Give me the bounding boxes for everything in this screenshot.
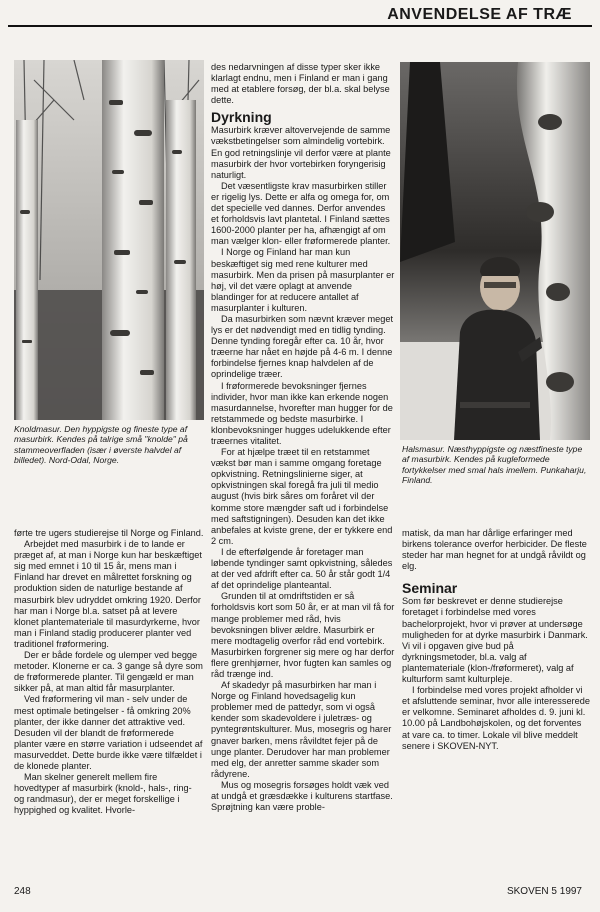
section-heading-dyrkning: Dyrkning xyxy=(211,109,272,126)
paragraph: I frøformerede bevoksninger fjernes individer, hvor man ikke kan erkende nogen masurdannelse, hvorefter man hugger for de retstammede og bedste masurbirke. I klonbevoksninger hugges udelukkende efter træernes vitalitet. xyxy=(211,380,393,446)
section-title: ANVENDELSE AF TRÆ xyxy=(387,6,572,23)
paragraph: Mus og mosegris forsøges holdt væk ved at undgå et græsdække i kulturens startfase. Sprøjtning kan være proble- xyxy=(211,779,393,813)
left-column xyxy=(14,528,204,816)
paragraph: I forbindelse med vores projekt afholder vi et afsluttende seminar, hvor alle interesserede er velkomne. Seminaret afholdes d. 9. juni kl. 10.00 på Landbohøjskolen, og det forventes at vare ca. to timer. Lokale vil blive meddelt senere i SKOVEN-NYT. xyxy=(402,685,590,751)
paragraph: Masurbirk kræver altovervejende de samme vækstbetingelser som almindelig vortebirk. En god retningslinje vil derfor være at plante masurbirk der hvor vortebirken foryngerisig naturligt. xyxy=(211,125,391,180)
middle-column xyxy=(211,62,395,813)
section-heading-seminar: Seminar xyxy=(402,580,458,597)
paragraph: Da masurbirken som nævnt kræver meget lys er det nødvendigt med en tidlig tynding. Denne tynding foregår efter ca. 10 år, hvor træerne har nået en højde på 4-6 m. I denne forbindelse fjernes knap halvdelen af de oprindelige træer. xyxy=(211,313,394,380)
paragraph: I de efterfølgende år foretager man løbende tyndinger samt opkvistning, således at der ved afdrift efter ca. 50 år står godt 1/4 af det oprindelige planteantal. xyxy=(211,546,393,591)
paragraph: Det væsentligste krav masurbirken stiller er rigelig lys. Dette er alfa og omega for, om det specielle ved dannes. Derfor anvendes et forholdsvis lavt plantetal. I Finland sættes 1600-2000 planter per ha, afhængigt af om man vælger klon- eller frøformerede planter. xyxy=(211,180,391,247)
paragraph: Ved frøformering vil man - selv under de mest optimale betingelser - få omkring 20% planter, der ikke danner det attraktive ved. Desuden vil der blandt de frøformerede planter være en større variation i udseendet af masurveddet. Dette burde ikke være tilfældet i de klonede planter. xyxy=(14,694,203,771)
paragraph: førte tre ugers studierejse til Norge og Finland. xyxy=(14,528,204,538)
paragraph: Der er både fordele og ulemper ved begge metoder. Klonerne er ca. 3 gange så dyre som de frøformerede planter. Til gengæld er man sikker på, at man altid får masurplanter. xyxy=(14,650,203,694)
knoldmasur-caption: Knoldmasur. Den hyppigste og fineste type af masurbirk. Kendes på talrige små "knolde" på stammeoverfladen (især i øverste halvdel af billedet). Nord-Odal, Norge. xyxy=(14,424,188,466)
paragraph: For at hjælpe træet til en retstammet vækst bør man i samme omgang foretage opkvistning. Retningslinierne siger, at opkvistningen skal foregå fra juli til medio august (hvis birk såres om foråret vil der komme store mængder saft ud i forbindelse med saftstigningen). Desuden kan det ikke anbefales at kviste grene, der er tykkere end 2 cm. xyxy=(211,447,393,546)
halsmasur-photo xyxy=(400,62,590,440)
page-number: 248 xyxy=(14,886,31,897)
paragraph: Grunden til at omdriftstiden er så forholdsvis kort som 50 år, er at man vil få for mange problemer med råd, hvis bevoksningen bliver ældre. Masurbirk er mere modtagelig overfor råd end vortebirk. Masurbirken forgrener sig mere og har derfor flere grenhjørner, hvor fugten kan samles og råd trænge ind. xyxy=(211,591,395,679)
halsmasur-caption: Halsmasur. Næsthyppigste og næstfineste type af masurbirk. Kendes på kugleformede fortykkelser med smal hals imellem. Punkaharju, Finland. xyxy=(402,444,587,486)
paragraph: Som før beskrevet er denne studierejse foretaget i forbindelse med vores bachelorprojekt, hvor vi prøver at undersøge muligheden for at dyrke masurbirk i Danmark. Vi vil i opgaven give bud på dyrkningsmetoder, bl.a. valg af plantemateriale (klon-/frøformeret), valg af kulturform samt kulturpleje. xyxy=(402,596,588,685)
paragraph: Arbejdet med masurbirk i de to lande er præget af, at man i Norge kun har beskæftiget sig med emnet i 10 til 15 år, mens man i Finland har drevet en målrettet forskning og produktion siden de naturlige bestande af masurbirk blev udryddet omkring 1920. Derfor har man i Norge bl.a. satset på at levere klonet plantemateriale til masurdyrkerne, hvor man i Finland stadig producerer planter ved traditionel frøformering. xyxy=(14,539,202,649)
knoldmasur-photo xyxy=(14,60,204,420)
paragraph: I Norge og Finland har man kun beskæftiget sig med rene kulturer med masurbirk. Men da prisen på masurplanter er høj, vil det være oplagt at anvende blandinger for at reducere antallet af masurplanter i kulturen. xyxy=(211,247,395,313)
paragraph: Af skadedyr på masurbirken har man i Norge og Finland hovedsagelig kun problemer med de pattedyr, som vi også kender som skadevoldere i juletræs- og pyntegrøntskulturer. Mus, mosegris og harer gnaver barken, mens råvildtet fejer på de unge planter. Derudover har man problemer med elg, der anretter samme skader som rådyrene. xyxy=(211,680,392,779)
journal-issue: SKOVEN 5 1997 xyxy=(506,886,582,897)
right-column xyxy=(402,528,590,752)
paragraph: Man skelner generelt mellem fire hovedtyper af masurbirk (knold-, hals-, ring- og randmasur), der er meget forskellige i hyppighed og kvalitet. Hvorle- xyxy=(14,772,192,816)
paragraph: des nedarvningen af disse typer sker ikke klarlagt endnu, men i Finland er man i gang med at etablere forsøg, der bl.a. skal belyse dette. xyxy=(211,62,390,106)
paragraph: matisk, da man har dårlige erfaringer med birkens tolerance overfor herbicider. De fleste steder har man hegnet for at undgå råvildt og elg. xyxy=(402,528,587,572)
header-rule xyxy=(8,25,592,27)
